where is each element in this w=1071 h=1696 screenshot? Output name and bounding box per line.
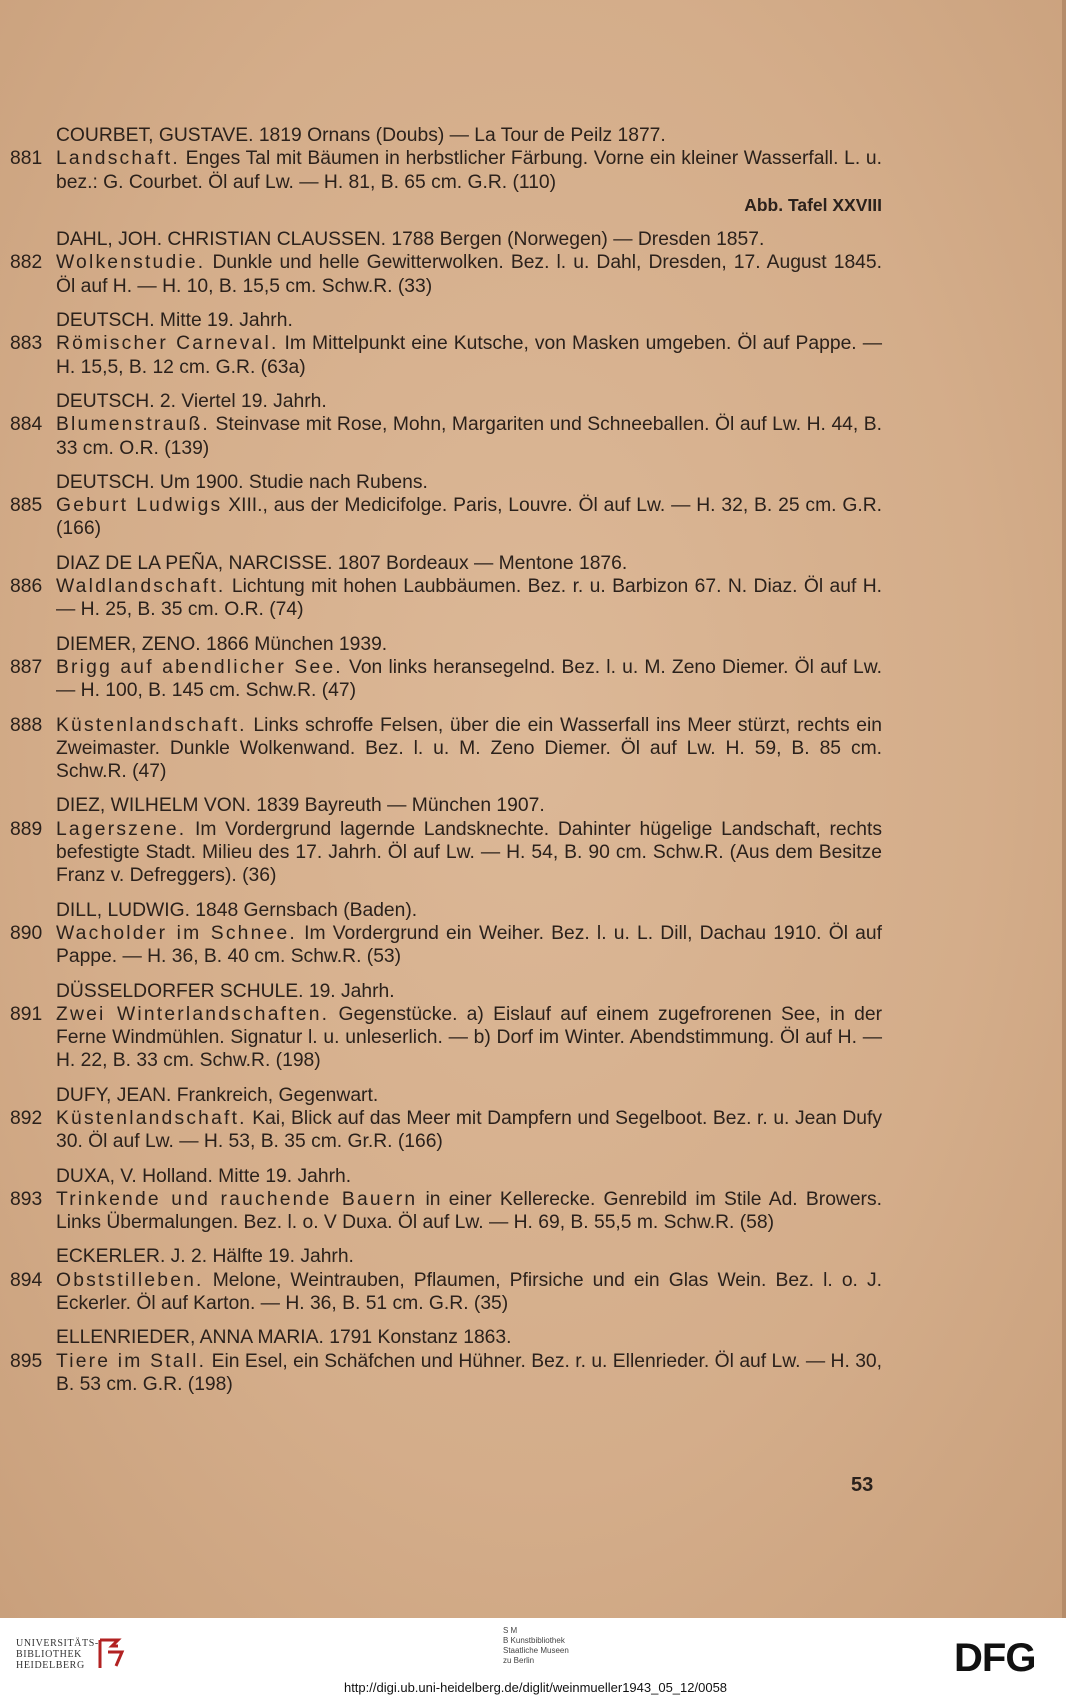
artwork-details: Ein Esel, ein Schäfchen und Hühner. Bez. r. u. Ellenrieder. Öl auf Lw. — H. 30, B. 53 cm. G.R. (198) <box>56 1350 883 1395</box>
catalog-entry-887 <box>0 633 1066 703</box>
catalog-entry-889 <box>0 794 1066 887</box>
catalog-entry-881 <box>0 124 1066 217</box>
artwork-details: Im Vordergrund ein Weiher. Bez. l. u. L. Dill, Dachau 1910. Öl auf Pappe. — H. 36, B. 40 cm. Schw.R. (53) <box>56 922 882 968</box>
heidelberg-emblem-icon <box>96 1636 126 1672</box>
artwork-title: Waldlandschaft. <box>56 576 226 598</box>
smb-kunstbibliothek-logo[interactable] <box>503 1626 569 1666</box>
artwork-title: Wolkenstudie. <box>56 252 206 274</box>
artwork-details: Enges Tal mit Bäumen in herbstlicher Färbung. Vorne ein kleiner Wasserfall. L. u. bez.: G. Courbet. Öl auf Lw. — H. 81, B. 65 cm. G.R. (110) <box>56 148 882 193</box>
smb-line-1: S M <box>503 1626 518 1635</box>
artwork-title: Obststilleben. <box>56 1269 204 1291</box>
artwork-title: Küstenlandschaft. <box>56 714 247 736</box>
library-line-1: UNIVERSITÄTS- <box>16 1638 99 1649</box>
catalog-entry-893 <box>0 1165 1066 1235</box>
lot-number: 882 <box>10 252 43 274</box>
entry-description <box>0 332 882 379</box>
dfg-logo[interactable]: DFG <box>954 1636 1036 1680</box>
artist-heading: ELLENRIEDER, ANNA MARIA. 1791 Konstanz 1863. <box>56 1327 512 1349</box>
artwork-details: in einer Kellerecke. Genrebild im Stile Ad. Browers. Links Übermalungen. Bez. l. o. V Duxa. Öl auf Lw. — H. 69, B. 55,5 m. Schw.R. (58) <box>56 1188 882 1234</box>
catalog-entry-895 <box>0 1326 1066 1396</box>
artist-heading: DAHL, JOH. CHRISTIAN CLAUSSEN. 1788 Bergen (Norwegen) — Dresden 1857. <box>56 229 765 251</box>
lot-number: 894 <box>10 1269 43 1291</box>
artwork-title: Landschaft. <box>56 148 180 170</box>
entry-description <box>0 575 882 622</box>
artwork-title: Trinkende und rauchende Bauern <box>56 1188 418 1210</box>
lot-number: 883 <box>10 333 43 355</box>
catalog-entry-882 <box>0 228 1066 298</box>
catalog-entry-894 <box>0 1245 1066 1315</box>
entry-description <box>0 1269 882 1316</box>
artwork-title: Römischer Carneval. <box>56 333 279 355</box>
artwork-details: Gegenstücke. a) Eislauf auf einem zugefrorenen See, in der Ferne Windmühlen. Signatur l. u. unleserlich. — b) Dorf im Winter. Abendstimmung. Öl auf H. — H. 22, B. 33 cm. Schw.R. (198) <box>56 1003 883 1072</box>
artist-heading: ECKERLER. J. 2. Hälfte 19. Jahrh. <box>56 1246 354 1268</box>
library-line-2: BIBLIOTHEK <box>16 1649 82 1660</box>
smb-line-3: Staatliche Museen <box>503 1646 569 1655</box>
entry-description <box>0 251 882 298</box>
catalog-entry-892 <box>0 1084 1066 1154</box>
artwork-details: Im Mittelpunkt eine Kutsche, von Masken umgeben. Öl auf Pappe. — H. 15,5, B. 12 cm. G.R. (63a) <box>56 333 882 378</box>
artwork-title: Küstenlandschaft. <box>56 1107 247 1129</box>
catalog-entry-890 <box>0 899 1066 969</box>
entry-description <box>0 656 882 703</box>
artist-heading: DIAZ DE LA PEÑA, NARCISSE. 1807 Bordeaux — Mentone 1876. <box>56 552 628 574</box>
artwork-details: Steinvase mit Rose, Mohn, Margariten und Schneeballen. Öl auf Lw. H. 44, B. 33 cm. O.R. (139) <box>56 414 882 459</box>
page-number: 53 <box>851 1474 874 1496</box>
artist-heading: DEUTSCH. 2. Viertel 19. Jahrh. <box>56 390 327 412</box>
permalink-url[interactable]: http://digi.ub.uni-heidelberg.de/diglit/weinmueller1943_05_12/0058 <box>343 1680 728 1695</box>
artwork-details: Melone, Weintrauben, Pflaumen, Pfirsiche und ein Glas Wein. Bez. l. o. J. Eckerler. Öl auf Karton. — H. 36, B. 51 cm. G.R. (35) <box>56 1269 882 1315</box>
lot-number: 887 <box>10 656 43 678</box>
lot-number: 886 <box>10 576 43 598</box>
entry-description <box>0 413 882 460</box>
artist-heading: DILL, LUDWIG. 1848 Gernsbach (Baden). <box>56 899 418 921</box>
artwork-title: Wacholder im Schnee. <box>56 922 297 944</box>
catalog-entry-883 <box>0 309 1066 379</box>
catalog-entry-888 <box>0 714 1066 784</box>
artwork-title: Lagerszene. <box>56 818 187 840</box>
lot-number: 892 <box>10 1107 43 1129</box>
entry-description <box>0 1350 882 1397</box>
entry-description <box>0 147 882 194</box>
artist-heading: COURBET, GUSTAVE. 1819 Ornans (Doubs) — La Tour de Peilz 1877. <box>56 125 666 146</box>
artist-heading: DUFY, JEAN. Frankreich, Gegenwart. <box>56 1084 379 1106</box>
entry-description <box>0 1003 882 1073</box>
entry-description <box>0 818 882 888</box>
artwork-details: Kai, Blick auf das Meer mit Dampfern und Segelboot. Bez. r. u. Jean Dufy 30. Öl auf Lw. — H. 53, B. 35 cm. Gr.R. (166) <box>56 1107 882 1153</box>
artist-heading: DIEZ, WILHELM VON. 1839 Bayreuth — München 1907. <box>56 795 545 817</box>
smb-line-4: zu Berlin <box>503 1656 535 1665</box>
artwork-details: XIII., aus der Medicifolge. Paris, Louvre. Öl auf Lw. — H. 32, B. 25 cm. G.R. (166) <box>56 495 882 540</box>
entry-description <box>0 922 882 969</box>
artwork-title: Brigg auf abendlicher See. <box>56 656 343 678</box>
library-line-3: HEIDELBERG <box>16 1660 85 1671</box>
artist-heading: DEUTSCH. Mitte 19. Jahrh. <box>56 310 293 332</box>
lot-number: 884 <box>10 414 43 436</box>
artwork-details: Von links heransegelnd. Bez. l. u. M. Zeno Diemer. Öl auf Lw. — H. 100, B. 145 cm. Schw.R. (47) <box>56 656 882 702</box>
entry-description <box>0 1188 882 1235</box>
artwork-details: Lichtung mit hohen Laubbäumen. Bez. r. u. Barbizon 67. N. Diaz. Öl auf H. — H. 25, B. 35 cm. O.R. (74) <box>56 576 882 621</box>
university-library-logo[interactable] <box>16 1638 99 1671</box>
catalog-entries <box>0 124 1066 1407</box>
catalog-entry-891 <box>0 980 1066 1073</box>
lot-number: 891 <box>10 1003 43 1025</box>
artist-heading: DEUTSCH. Um 1900. Studie nach Rubens. <box>56 471 428 493</box>
entry-description <box>0 494 882 541</box>
lot-number: 895 <box>10 1350 43 1372</box>
artist-heading: DUXA, V. Holland. Mitte 19. Jahrh. <box>56 1165 352 1187</box>
artwork-details: Dunkle und helle Gewitterwolken. Bez. l. u. Dahl, Dresden, 17. August 1845. Öl auf H. — H. 10, B. 15,5 cm. Schw.R. (33) <box>56 252 882 297</box>
artwork-title: Zwei Winterlandschaften. <box>56 1003 330 1025</box>
artwork-details: Im Vordergrund lagernde Landsknechte. Dahinter hügelige Landschaft, rechts befestigte Stadt. Milieu des 17. Jahrh. Öl auf Lw. — H. 54, B. 90 cm. Schw.R. (Aus dem Besitze Franz v. Defreggers). (36) <box>56 818 882 887</box>
entry-description <box>0 1107 882 1154</box>
viewer-footer <box>0 1618 1071 1696</box>
lot-number: 881 <box>10 148 43 170</box>
artist-heading: DÜSSELDORFER SCHULE. 19. Jahrh. <box>56 980 395 1002</box>
lot-number: 888 <box>10 714 43 736</box>
artist-heading: DIEMER, ZENO. 1866 München 1939. <box>56 633 388 655</box>
lot-number: 893 <box>10 1188 43 1210</box>
smb-line-2: B Kunstbibliothek <box>503 1636 565 1645</box>
artwork-title: Geburt Ludwigs <box>56 495 223 517</box>
artwork-details: Links schroffe Felsen, über die ein Wasserfall ins Meer stürzt, rechts ein Zweimaster. Dunkle Wolkenwand. Bez. l. u. M. Zeno Diemer. Öl auf Lw. H. 59, B. 85 cm. Schw.R. (47) <box>56 714 882 783</box>
artwork-title: Blumenstrauß. <box>56 414 210 436</box>
catalog-entry-885 <box>0 471 1066 541</box>
plate-reference: Abb. Tafel XXVIII <box>744 194 882 215</box>
lot-number: 890 <box>10 922 43 944</box>
catalog-entry-884 <box>0 390 1066 460</box>
lot-number: 889 <box>10 818 43 840</box>
lot-number: 885 <box>10 495 43 517</box>
catalog-entry-886 <box>0 552 1066 622</box>
entry-description <box>0 714 882 784</box>
artwork-title: Tiere im Stall. <box>56 1350 207 1372</box>
